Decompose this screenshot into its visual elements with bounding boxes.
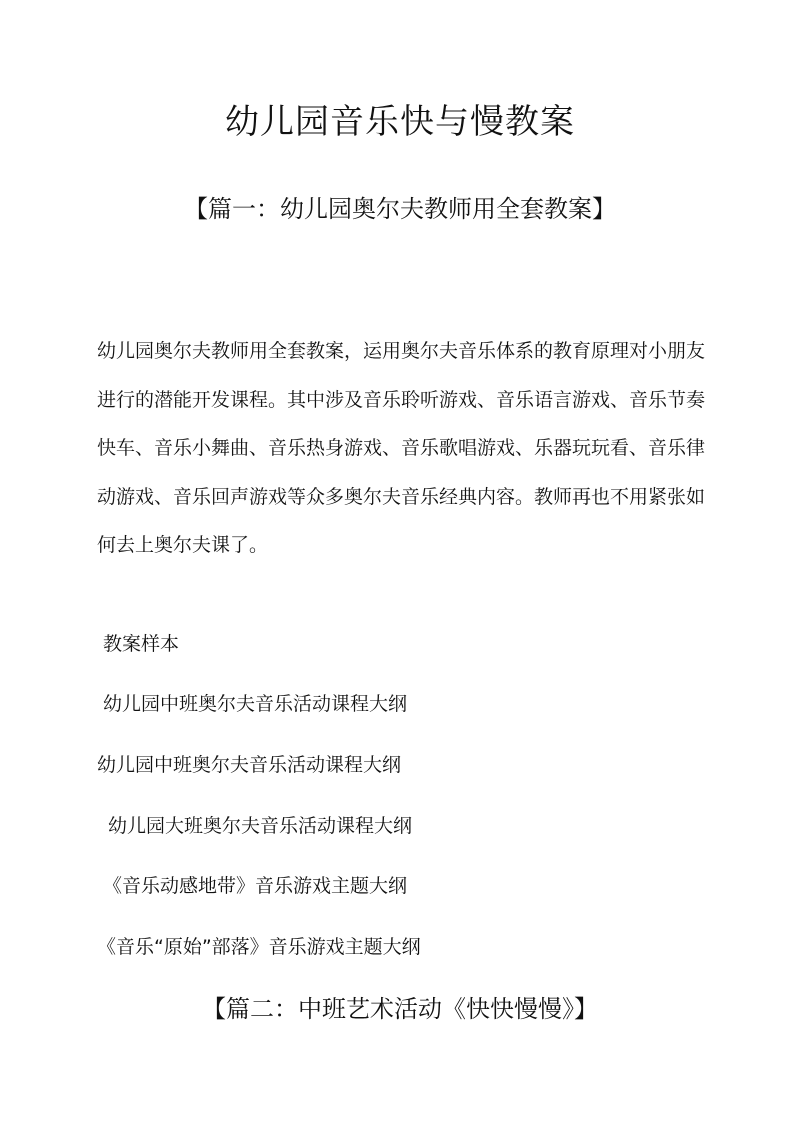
outline-item: 幼儿园中班奥尔夫音乐活动课程大纲 (97, 754, 402, 776)
sample-label: 教案样本 (103, 633, 180, 655)
outline-item: 幼儿园大班奥尔夫音乐活动课程大纲 (108, 815, 413, 837)
intro-paragraph: 幼儿园奥尔夫教师用全套教案，运用奥尔夫音乐体系的教育原理对小朋友进行的潜能开发课程。其中涉及音乐聆听游戏、音乐语言游戏、音乐节奏快车、音乐小舞曲、音乐热身游戏、音乐歌唱游戏、乐器玩玩看、音乐律动游戏、音乐回声游戏等众多奥尔夫音乐经典内容。教师再也不用紧张如何去上奥尔夫课了。 (97, 340, 706, 556)
outline-item: 《音乐“原始”部落》音乐游戏主题大纲 (97, 936, 421, 958)
document-title: 幼儿园音乐快与慢教案 (225, 102, 575, 142)
outline-item: 《音乐动感地带》音乐游戏主题大纲 (103, 875, 408, 897)
section-one-heading: 【篇一：幼儿园奥尔夫教师用全套教案】 (184, 195, 616, 223)
section-two-heading: 【篇二：中班艺术活动《快快慢慢》】 (202, 995, 598, 1023)
outline-item: 幼儿园中班奥尔夫音乐活动课程大纲 (103, 693, 408, 715)
